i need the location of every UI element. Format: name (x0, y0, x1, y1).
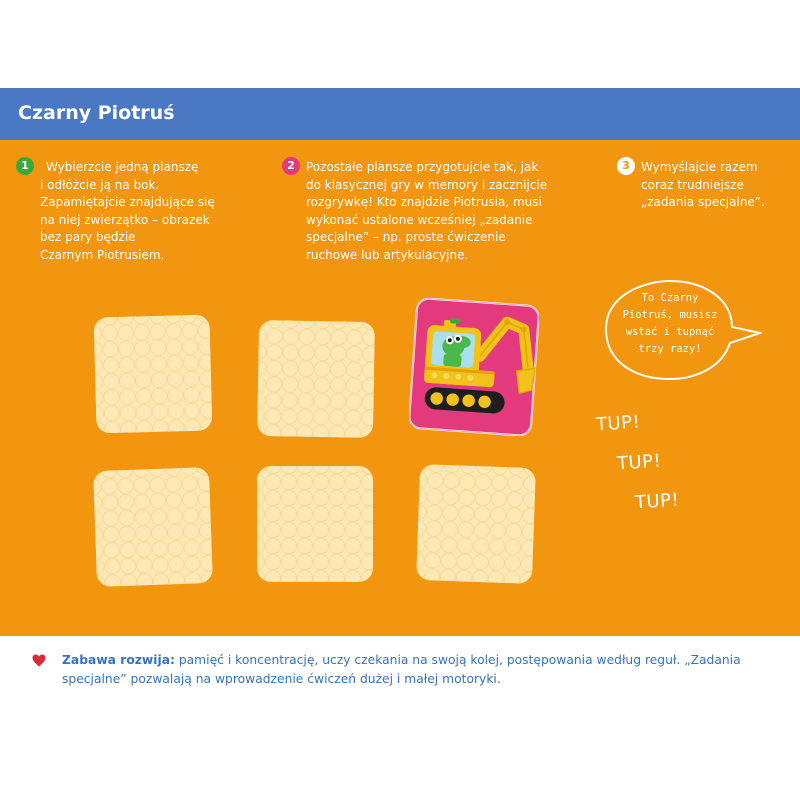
step-text: Pozostałe plansze przygotujcie tak, jak do klasycznej gry w memory i zacznijcie rozgrywkę! Kto znajdzie Piotrusia, musi wykonać ustalone wcześniej „zadanie specjalne” – np. proste ćwiczenie ruchowe lub artykulacyjne. (306, 160, 548, 262)
face-down-card[interactable] (93, 467, 213, 587)
step-text: Wybierzcie jedną planszę i odłóżcie ją na bok. Zapamiętajcie znajdujące się na niej zwierzątko – obrazek bez pary będzie Czarnym Piotrusiem. (40, 160, 215, 262)
step-number-badge: 2 (282, 157, 300, 175)
heart-icon (32, 654, 46, 667)
title-bar (0, 88, 800, 140)
face-down-card[interactable] (257, 320, 375, 438)
face-down-card[interactable] (94, 315, 213, 434)
step-text: Wymyślajcie razem coraz trudniejsze „zadania specjalne”. (641, 160, 765, 209)
tup-sound-text: TUP! (616, 450, 662, 475)
step-number-badge: 1 (16, 157, 34, 175)
page-title: Czarny Piotruś (18, 102, 175, 124)
tup-sound-text: TUP! (634, 489, 680, 514)
face-down-card[interactable] (257, 466, 373, 582)
face-down-card[interactable] (416, 464, 536, 584)
development-note-text: pamięć i koncentrację, uczy czekania na swoją kolej, postępowania według reguł. „Zadania specjalne” pozwalają na wprowadzenie ćwiczeń dużej i małej motoryki. (62, 653, 741, 686)
tup-sound-text: TUP! (595, 411, 641, 436)
development-note-label: Zabawa rozwija: (62, 653, 175, 667)
excavator-crocodile-card[interactable] (409, 298, 539, 436)
speech-bubble-text: To Czarny Piotruś, musisz wstać i tupnąć trzy razy! (622, 292, 718, 355)
development-note (62, 651, 782, 689)
step-number-badge: 3 (617, 157, 635, 175)
